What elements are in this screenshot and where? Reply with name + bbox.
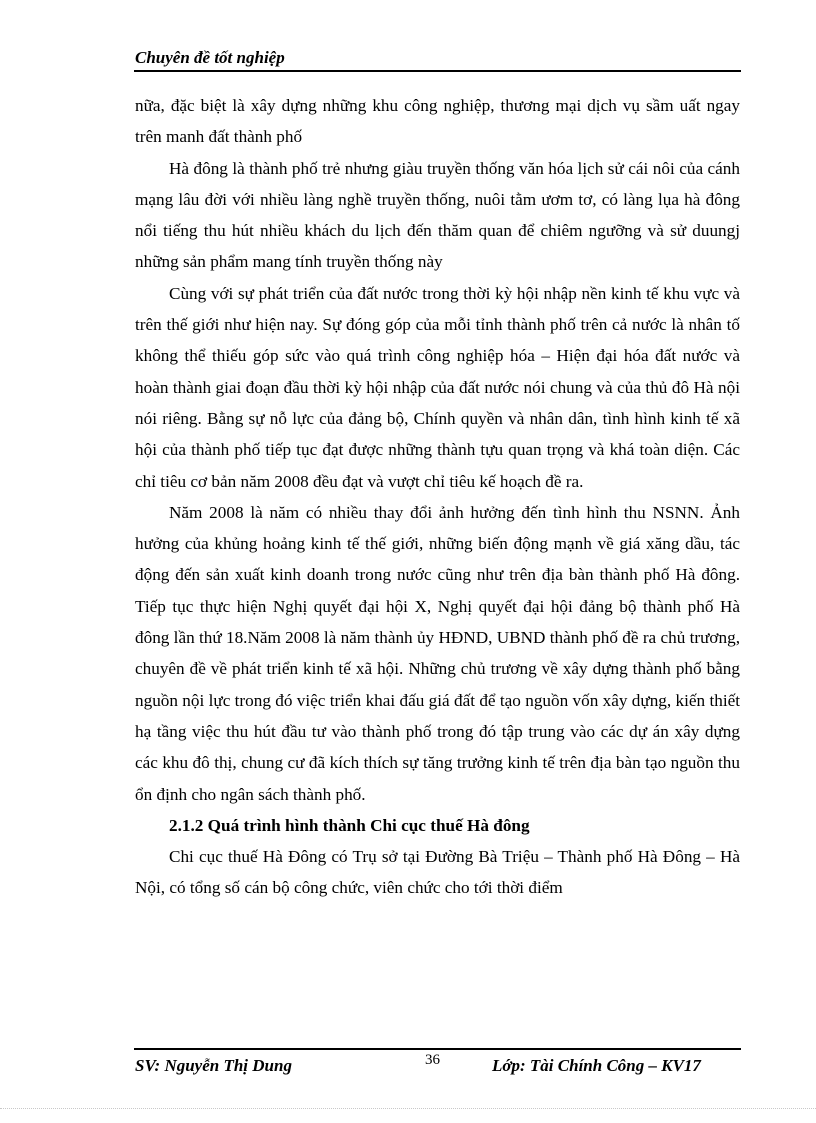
page-bottom-border: [0, 1108, 816, 1109]
paragraph-ha-dong-tradition: Hà đông là thành phố trẻ nhưng giàu truyền thống văn hóa lịch sử cái nôi của cánh mạng lâu đời với nhiều làng nghề truyền thống, nuôi tằm ươm tơ, có làng lụa hà đông nổi tiếng thu hút nhiều khách du lịch đến thăm quan để chiêm ngưỡng và sử duungj những sản phẩm mang tính truyền thống này: [135, 158, 740, 272]
footer-student-name: SV: Nguyễn Thị Dung: [135, 1056, 292, 1075]
page-number: 36: [425, 1052, 440, 1068]
body-text: [135, 90, 740, 904]
header-divider: [134, 70, 741, 72]
section-heading: 2.1.2 Quá trình hình thành Chi cục thuế Hà đông: [169, 815, 530, 835]
footer-divider: [134, 1048, 741, 1050]
footer-class-name: Lớp: Tài Chính Công – KV17: [492, 1056, 701, 1075]
paragraph-year-2008: Năm 2008 là năm có nhiều thay đổi ảnh hưởng đến tình hình thu NSNN. Ảnh hưởng của khủng hoảng kinh tế thế giới, những biến động mạnh về giá xăng dầu, tác động đến sản xuất kinh doanh trong nước cũng như trên địa bàn thành phố Hà đông. Tiếp tục thực hiện Nghị quyết đại hội X, Nghị quyết đại hội đảng bộ thành phố Hà đông lần thứ 18.Năm 2008 là năm thành ủy HĐND, UBND thành phố đề ra chủ trương, chuyên đề về phát triển kinh tế xã hội. Những chủ trương về xây dựng thành phố bằng nguồn nội lực trong đó việc triển khai đấu giá đất để tạo nguồn vốn xây dựng, kiến thiết hạ tầng việc thu hút đầu tư vào thành phố trong đó tập trung vào các dự án xây dựng các khu đô thị, chung cư đã kích thích sự tăng trưởng kinh tế trên địa bàn tạo nguồn thu ổn định cho ngân sách thành phố.: [135, 502, 740, 804]
paragraph-development: Cùng với sự phát triển của đất nước trong thời kỳ hội nhập nền kinh tế khu vực và trên thế giới như hiện nay. Sự đóng góp của mỗi tỉnh thành phố trên cả nước là nhân tố không thể thiếu góp sức vào quá trình công nghiệp hóa – Hiện đại hóa đất nước và hoàn thành giai đoạn đầu thời kỳ hội nhập của đất nước nói chung và của thủ đô Hà nội nói riêng. Bằng sự nỗ lực của đảng bộ, Chính quyền và nhân dân, tình hình kinh tế xã hội của thành phố tiếp tục đạt được những thành tựu quan trọng và khá toàn diện. Các chỉ tiêu cơ bản năm 2008 đều đạt và vượt chỉ tiêu kế hoạch đề ra.: [135, 283, 740, 491]
paragraph-tax-office: Chi cục thuế Hà Đông có Trụ sở tại Đường Bà Triệu – Thành phố Hà Đông – Hà Nội, có tổng số cán bộ công chức, viên chức cho tới thời điểm: [135, 847, 740, 898]
header-title: Chuyên đề tốt nghiệp: [135, 48, 285, 67]
paragraph-continuation: nữa, đặc biệt là xây dựng những khu công nghiệp, thương mại dịch vụ sầm uất ngay trên manh đất thành phố: [135, 96, 740, 147]
